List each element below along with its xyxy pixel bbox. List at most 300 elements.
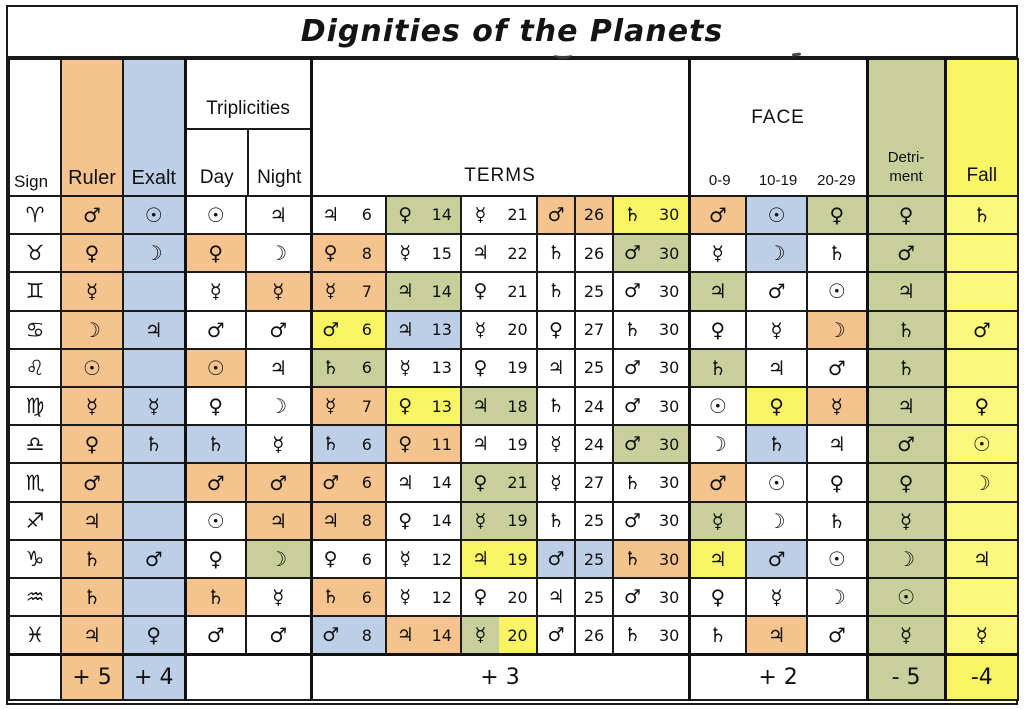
term-degree: 14 bbox=[424, 617, 461, 653]
saturn-icon: ♄ bbox=[623, 318, 641, 341]
moon-icon: ☽ bbox=[144, 241, 163, 266]
scorpio-term-1 bbox=[311, 463, 386, 501]
jupiter-icon: ♃ bbox=[462, 541, 499, 577]
column-header-range-20-29: 20-29 bbox=[817, 171, 856, 189]
cancer-triplicity-day bbox=[185, 311, 246, 349]
mars-icon: ♂ bbox=[623, 586, 641, 609]
cancer-term-5 bbox=[613, 311, 689, 349]
saturn-icon: ♄ bbox=[827, 508, 846, 533]
leo-face-20-29 bbox=[807, 349, 867, 387]
saturn-icon: ♄ bbox=[708, 355, 727, 380]
aquarius-triplicity-night bbox=[246, 578, 311, 616]
column-header-range-0-9: 0-9 bbox=[708, 171, 731, 189]
jupiter-icon: ♃ bbox=[547, 586, 565, 609]
gemini-face-10-19 bbox=[746, 272, 807, 310]
scorpio-term-3 bbox=[461, 463, 537, 501]
mars-icon: ♂ bbox=[83, 470, 101, 495]
column-header-exalt: Exalt bbox=[123, 59, 185, 196]
scorpio-face-20-29 bbox=[807, 463, 867, 501]
aquarius-sign-icon: ♒ bbox=[9, 578, 61, 616]
taurus-term-2 bbox=[386, 234, 461, 272]
scorpio-triplicity-day bbox=[185, 463, 246, 501]
aries-triplicity-day bbox=[185, 196, 246, 234]
jupiter-icon: ♃ bbox=[269, 508, 288, 533]
gemini-triplicity-day bbox=[185, 272, 246, 310]
venus-icon: ♀ bbox=[387, 388, 424, 424]
pisces-face-20-29 bbox=[807, 616, 867, 654]
venus-icon: ♀ bbox=[84, 241, 100, 266]
leo-term-1 bbox=[311, 349, 386, 387]
libra-term-1 bbox=[311, 425, 386, 463]
taurus-ruler bbox=[61, 234, 123, 272]
scorpio-detriment bbox=[867, 463, 945, 501]
libra-face-10-19 bbox=[746, 425, 807, 463]
mars-icon: ♂ bbox=[206, 470, 225, 495]
mars-icon: ♂ bbox=[897, 432, 916, 457]
term-degree: 25 bbox=[574, 541, 612, 577]
venus-icon: ♀ bbox=[829, 202, 845, 227]
saturn-icon: ♄ bbox=[313, 426, 349, 462]
gemini-face-20-29 bbox=[807, 272, 867, 310]
saturn-icon: ♄ bbox=[897, 317, 916, 342]
term-degree: 6 bbox=[349, 350, 385, 386]
libra-triplicity-night bbox=[246, 425, 311, 463]
scorpio-fall bbox=[945, 463, 1018, 501]
term-degree: 25 bbox=[574, 503, 612, 539]
gemini-term-2 bbox=[386, 272, 461, 310]
moon-icon: ☽ bbox=[897, 547, 916, 572]
taurus-detriment bbox=[867, 234, 945, 272]
gemini-term-1 bbox=[311, 272, 386, 310]
mars-icon: ♂ bbox=[767, 547, 786, 572]
pisces-term-4 bbox=[537, 616, 613, 654]
cancer-sign-icon: ♋ bbox=[9, 311, 61, 349]
virgo-term-5 bbox=[613, 387, 689, 425]
venus-icon: ♀ bbox=[84, 432, 100, 457]
mercury-icon: ☿ bbox=[272, 279, 285, 304]
mars-icon: ♂ bbox=[313, 312, 349, 348]
scorpio-sign-icon: ♏ bbox=[9, 463, 61, 501]
gemini-term-5 bbox=[613, 272, 689, 310]
sagittarius-term-5 bbox=[613, 502, 689, 540]
row-sagittarius bbox=[9, 502, 1018, 540]
row-pisces bbox=[9, 616, 1018, 654]
venus-icon: ♀ bbox=[313, 235, 349, 271]
jupiter-icon: ♃ bbox=[83, 508, 101, 533]
dignities-sheet bbox=[6, 5, 1018, 705]
cancer-term-2 bbox=[386, 311, 461, 349]
aquarius-term-1 bbox=[311, 578, 386, 616]
sagittarius-term-4 bbox=[537, 502, 613, 540]
points-detriment: - 5 bbox=[867, 655, 945, 700]
saturn-icon: ♄ bbox=[614, 197, 651, 233]
venus-icon: ♀ bbox=[387, 426, 424, 462]
term-degree: 19 bbox=[507, 434, 528, 454]
points-ruler: + 5 bbox=[61, 655, 123, 700]
aquarius-face-10-19 bbox=[746, 578, 807, 616]
face-header-group bbox=[689, 59, 867, 196]
mars-icon: ♂ bbox=[623, 509, 641, 532]
row-gemini bbox=[9, 272, 1018, 310]
points-triplicities-empty bbox=[185, 655, 311, 700]
term-degree: 12 bbox=[431, 587, 452, 607]
column-header-ruler: Ruler bbox=[61, 59, 123, 196]
virgo-fall bbox=[945, 387, 1018, 425]
saturn-icon: ♄ bbox=[614, 541, 651, 577]
term-degree: 19 bbox=[499, 503, 536, 539]
column-header-fall: Fall bbox=[945, 59, 1018, 196]
mars-icon: ♂ bbox=[897, 241, 916, 266]
cancer-term-4 bbox=[537, 311, 613, 349]
pisces-detriment bbox=[867, 616, 945, 654]
aries-ruler bbox=[61, 196, 123, 234]
jupiter-icon: ♃ bbox=[708, 547, 727, 572]
saturn-icon: ♄ bbox=[897, 355, 916, 380]
pisces-fall bbox=[945, 616, 1018, 654]
pisces-sign-icon: ♓ bbox=[9, 616, 61, 654]
venus-icon: ♀ bbox=[473, 586, 488, 609]
sun-icon: ☉ bbox=[206, 202, 225, 227]
mars-icon: ♂ bbox=[623, 356, 641, 379]
moon-icon: ☽ bbox=[767, 241, 786, 266]
saturn-icon: ♄ bbox=[547, 242, 565, 265]
column-header-day: Day bbox=[199, 166, 234, 188]
row-taurus bbox=[9, 234, 1018, 272]
header-row bbox=[9, 59, 1018, 196]
sagittarius-term-3 bbox=[461, 502, 537, 540]
sagittarius-triplicity-day bbox=[185, 502, 246, 540]
virgo-exalt bbox=[123, 387, 185, 425]
mercury-icon: ☿ bbox=[272, 432, 285, 457]
taurus-fall bbox=[945, 234, 1018, 272]
libra-term-4 bbox=[537, 425, 613, 463]
libra-detriment bbox=[867, 425, 945, 463]
term-degree: 30 bbox=[658, 358, 680, 378]
points-exalt: + 4 bbox=[123, 655, 185, 700]
aries-term-2 bbox=[386, 196, 461, 234]
mars-icon: ♂ bbox=[269, 317, 288, 342]
mars-icon: ♂ bbox=[547, 624, 565, 647]
column-header-face: FACE bbox=[751, 107, 805, 129]
term-degree: 30 bbox=[658, 625, 680, 645]
virgo-triplicity-night bbox=[246, 387, 311, 425]
moon-icon: ☽ bbox=[827, 585, 846, 610]
sun-icon: ☉ bbox=[767, 202, 786, 227]
aquarius-face-0-9 bbox=[689, 578, 746, 616]
venus-icon: ♀ bbox=[473, 280, 488, 303]
aries-term-1 bbox=[311, 196, 386, 234]
leo-triplicity-day bbox=[185, 349, 246, 387]
term-degree: 7 bbox=[349, 273, 385, 309]
sagittarius-ruler bbox=[61, 502, 123, 540]
points-fall: -4 bbox=[945, 655, 1018, 700]
virgo-term-3 bbox=[461, 387, 537, 425]
jupiter-icon: ♃ bbox=[767, 623, 786, 648]
taurus-face-10-19 bbox=[746, 234, 807, 272]
pisces-ruler bbox=[61, 616, 123, 654]
mars-icon: ♂ bbox=[206, 623, 225, 648]
term-degree: 8 bbox=[349, 617, 385, 653]
mars-icon: ♂ bbox=[614, 235, 651, 271]
cancer-face-0-9 bbox=[689, 311, 746, 349]
term-degree: 6 bbox=[361, 549, 372, 569]
aries-face-0-9 bbox=[689, 196, 746, 234]
saturn-icon: ♄ bbox=[313, 579, 349, 615]
saturn-icon: ♄ bbox=[547, 509, 565, 532]
term-degree: 21 bbox=[507, 205, 528, 225]
points-row bbox=[9, 655, 1018, 700]
libra-fall bbox=[945, 425, 1018, 463]
term-degree: 26 bbox=[574, 617, 612, 653]
libra-triplicity-day bbox=[185, 425, 246, 463]
term-degree: 19 bbox=[499, 541, 536, 577]
jupiter-icon: ♃ bbox=[471, 242, 490, 265]
venus-icon: ♀ bbox=[208, 394, 224, 419]
venus-icon: ♀ bbox=[398, 509, 413, 532]
cancer-face-10-19 bbox=[746, 311, 807, 349]
taurus-triplicity-night bbox=[246, 234, 311, 272]
mercury-icon: ☿ bbox=[462, 617, 499, 653]
sagittarius-detriment bbox=[867, 502, 945, 540]
term-degree: 14 bbox=[431, 511, 452, 531]
aquarius-term-3 bbox=[461, 578, 537, 616]
term-degree: 20 bbox=[499, 617, 536, 653]
term-degree: 22 bbox=[507, 243, 528, 263]
term-degree: 21 bbox=[499, 464, 536, 500]
row-scorpio bbox=[9, 463, 1018, 501]
sun-icon: ☉ bbox=[144, 202, 163, 227]
taurus-term-3 bbox=[461, 234, 537, 272]
term-degree: 13 bbox=[431, 358, 452, 378]
capricorn-face-20-29 bbox=[807, 540, 867, 578]
saturn-icon: ♄ bbox=[623, 471, 641, 494]
gemini-sign-icon: ♊ bbox=[9, 272, 61, 310]
taurus-term-5 bbox=[613, 234, 689, 272]
mars-icon: ♂ bbox=[972, 317, 991, 342]
jupiter-icon: ♃ bbox=[269, 202, 288, 227]
mars-icon: ♂ bbox=[538, 541, 574, 577]
capricorn-face-10-19 bbox=[746, 540, 807, 578]
saturn-icon: ♄ bbox=[313, 350, 349, 386]
mars-icon: ♂ bbox=[623, 395, 641, 418]
pisces-term-1 bbox=[311, 616, 386, 654]
scorpio-exalt bbox=[123, 463, 185, 501]
leo-ruler bbox=[61, 349, 123, 387]
sagittarius-triplicity-night bbox=[246, 502, 311, 540]
row-aquarius bbox=[9, 578, 1018, 616]
mars-icon: ♂ bbox=[538, 197, 574, 233]
mars-icon: ♂ bbox=[144, 547, 163, 572]
virgo-face-20-29 bbox=[807, 387, 867, 425]
sagittarius-term-2 bbox=[386, 502, 461, 540]
libra-term-3 bbox=[461, 425, 537, 463]
cancer-term-1 bbox=[311, 311, 386, 349]
venus-icon: ♀ bbox=[387, 197, 424, 233]
term-degree: 30 bbox=[658, 396, 680, 416]
mercury-icon: ☿ bbox=[85, 279, 99, 304]
saturn-icon: ♄ bbox=[547, 280, 565, 303]
term-degree: 8 bbox=[349, 503, 385, 539]
jupiter-icon: ♃ bbox=[313, 503, 349, 539]
cancer-exalt bbox=[123, 311, 185, 349]
aries-fall bbox=[945, 196, 1018, 234]
capricorn-triplicity-night bbox=[246, 540, 311, 578]
sun-icon: ☉ bbox=[206, 355, 225, 380]
taurus-term-1 bbox=[311, 234, 386, 272]
sun-icon: ☉ bbox=[767, 470, 786, 495]
scorpio-term-5 bbox=[613, 463, 689, 501]
smudge-mark-1 bbox=[554, 50, 572, 59]
leo-exalt bbox=[123, 349, 185, 387]
mars-icon: ♂ bbox=[83, 202, 101, 227]
jupiter-icon: ♃ bbox=[897, 394, 916, 419]
gemini-detriment bbox=[867, 272, 945, 310]
libra-term-5 bbox=[613, 425, 689, 463]
sun-icon: ☉ bbox=[972, 432, 991, 457]
virgo-term-2 bbox=[386, 387, 461, 425]
saturn-icon: ♄ bbox=[83, 585, 101, 610]
mars-icon: ♂ bbox=[206, 317, 225, 342]
libra-sign-icon: ♎ bbox=[9, 425, 61, 463]
libra-face-20-29 bbox=[807, 425, 867, 463]
taurus-exalt bbox=[123, 234, 185, 272]
leo-term-2 bbox=[386, 349, 461, 387]
mercury-icon: ☿ bbox=[770, 317, 783, 342]
venus-icon: ♀ bbox=[462, 464, 499, 500]
jupiter-icon: ♃ bbox=[827, 432, 846, 457]
mercury-icon: ☿ bbox=[975, 623, 988, 648]
mercury-icon: ☿ bbox=[899, 508, 913, 533]
scorpio-ruler bbox=[61, 463, 123, 501]
title-box bbox=[8, 7, 1016, 58]
jupiter-icon: ♃ bbox=[708, 279, 727, 304]
jupiter-icon: ♃ bbox=[83, 623, 101, 648]
sagittarius-fall bbox=[945, 502, 1018, 540]
cancer-term-3 bbox=[461, 311, 537, 349]
term-degree: 30 bbox=[651, 197, 688, 233]
virgo-ruler bbox=[61, 387, 123, 425]
sagittarius-face-20-29 bbox=[807, 502, 867, 540]
sagittarius-face-10-19 bbox=[746, 502, 807, 540]
libra-exalt bbox=[123, 425, 185, 463]
dignities-table bbox=[8, 58, 1019, 701]
term-degree: 30 bbox=[651, 426, 688, 462]
mercury-icon: ☿ bbox=[313, 273, 349, 309]
pisces-term-2 bbox=[386, 616, 461, 654]
capricorn-sign-icon: ♑ bbox=[9, 540, 61, 578]
aquarius-fall bbox=[945, 578, 1018, 616]
mercury-icon: ☿ bbox=[399, 548, 412, 571]
mars-icon: ♂ bbox=[313, 464, 349, 500]
cancer-fall bbox=[945, 311, 1018, 349]
smudge-mark-2 bbox=[792, 52, 801, 56]
moon-icon: ☽ bbox=[269, 547, 288, 572]
page-title: Dignities of the Planets bbox=[300, 14, 724, 49]
mercury-icon: ☿ bbox=[209, 279, 222, 304]
row-cancer bbox=[9, 311, 1018, 349]
leo-face-10-19 bbox=[746, 349, 807, 387]
aquarius-term-2 bbox=[386, 578, 461, 616]
venus-icon: ♀ bbox=[898, 202, 914, 227]
saturn-icon: ♄ bbox=[972, 202, 991, 227]
leo-term-5 bbox=[613, 349, 689, 387]
moon-icon: ☽ bbox=[269, 241, 288, 266]
venus-icon: ♀ bbox=[146, 623, 162, 648]
jupiter-icon: ♃ bbox=[767, 355, 786, 380]
mercury-icon: ☿ bbox=[462, 503, 499, 539]
column-header-terms: TERMS bbox=[311, 59, 689, 196]
aries-triplicity-night bbox=[246, 196, 311, 234]
virgo-detriment bbox=[867, 387, 945, 425]
pisces-triplicity-day bbox=[185, 616, 246, 654]
term-degree: 30 bbox=[658, 587, 680, 607]
term-degree: 30 bbox=[651, 541, 688, 577]
leo-term-4 bbox=[537, 349, 613, 387]
sagittarius-term-1 bbox=[311, 502, 386, 540]
mars-icon: ♂ bbox=[767, 279, 786, 304]
venus-icon: ♀ bbox=[473, 356, 488, 379]
points-face: + 2 bbox=[689, 655, 867, 700]
cancer-detriment bbox=[867, 311, 945, 349]
term-degree: 19 bbox=[507, 358, 528, 378]
aquarius-detriment bbox=[867, 578, 945, 616]
term-degree: 26 bbox=[574, 197, 612, 233]
pisces-face-10-19 bbox=[746, 616, 807, 654]
aries-sign-icon: ♈ bbox=[9, 196, 61, 234]
cancer-face-20-29 bbox=[807, 311, 867, 349]
term-degree: 6 bbox=[349, 464, 385, 500]
mercury-icon: ☿ bbox=[313, 388, 349, 424]
capricorn-triplicity-day bbox=[185, 540, 246, 578]
term-degree: 27 bbox=[574, 312, 612, 348]
sun-icon: ☉ bbox=[827, 547, 846, 572]
aries-face-20-29 bbox=[807, 196, 867, 234]
term-degree: 30 bbox=[658, 473, 680, 493]
sun-icon: ☉ bbox=[83, 355, 101, 380]
aquarius-ruler bbox=[61, 578, 123, 616]
mercury-icon: ☿ bbox=[550, 433, 562, 456]
leo-triplicity-night bbox=[246, 349, 311, 387]
venus-icon: ♀ bbox=[549, 318, 563, 341]
term-degree: 13 bbox=[424, 388, 461, 424]
capricorn-term-1 bbox=[311, 540, 386, 578]
term-degree: 30 bbox=[658, 281, 680, 301]
term-degree: 14 bbox=[424, 197, 461, 233]
pisces-term-3 bbox=[461, 616, 537, 654]
capricorn-term-4 bbox=[537, 540, 613, 578]
scorpio-face-10-19 bbox=[746, 463, 807, 501]
moon-icon: ☽ bbox=[708, 432, 727, 457]
mercury-icon: ☿ bbox=[399, 356, 412, 379]
venus-icon: ♀ bbox=[208, 547, 224, 572]
term-degree: 8 bbox=[349, 235, 385, 271]
aquarius-face-20-29 bbox=[807, 578, 867, 616]
mercury-icon: ☿ bbox=[711, 241, 724, 266]
gemini-ruler bbox=[61, 272, 123, 310]
aries-term-4 bbox=[537, 196, 613, 234]
taurus-triplicity-day bbox=[185, 234, 246, 272]
sun-icon: ☉ bbox=[206, 508, 225, 533]
term-degree: 24 bbox=[574, 388, 612, 424]
mercury-icon: ☿ bbox=[899, 623, 913, 648]
jupiter-icon: ♃ bbox=[144, 317, 163, 342]
capricorn-detriment bbox=[867, 540, 945, 578]
points-sign-empty bbox=[9, 655, 61, 700]
virgo-triplicity-day bbox=[185, 387, 246, 425]
term-degree: 11 bbox=[424, 426, 461, 462]
mars-icon: ♂ bbox=[708, 470, 727, 495]
mercury-icon: ☿ bbox=[830, 394, 843, 419]
